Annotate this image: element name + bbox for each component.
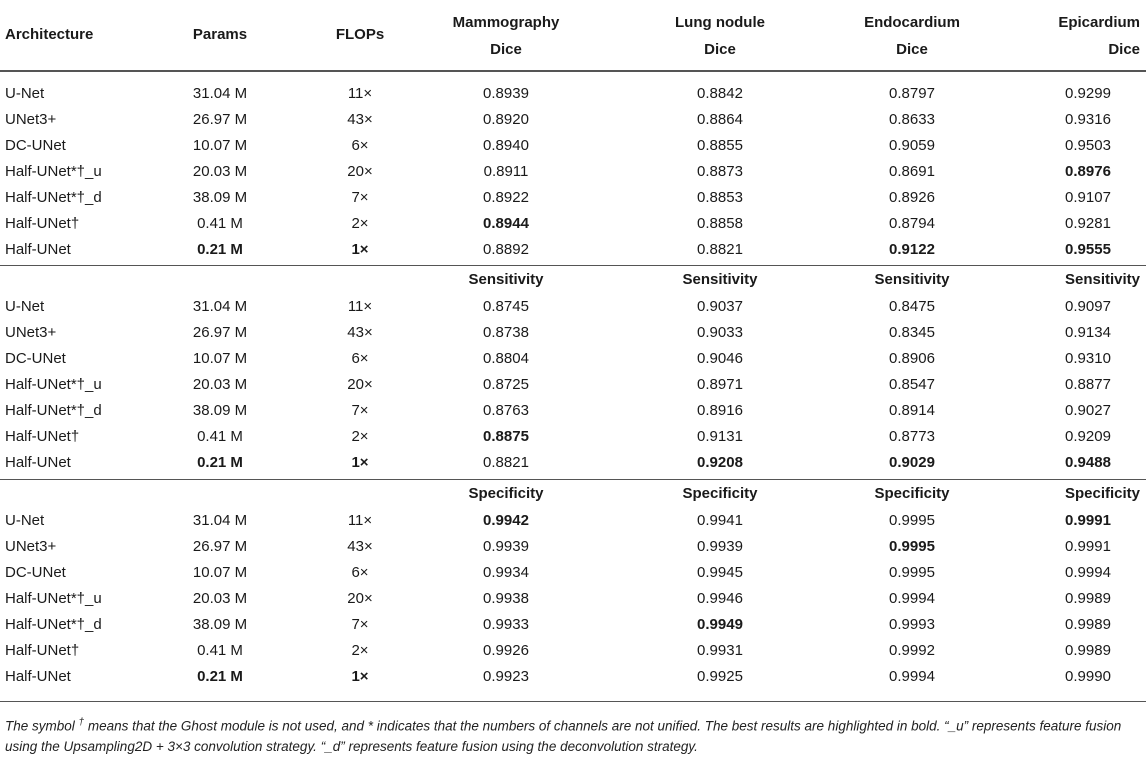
cell-value-epicardium: 0.9299 [1065,85,1111,102]
cell-params: 31.04 M [192,298,248,315]
header-rule [0,70,1146,72]
cell-value-mammography: 0.8939 [483,85,529,102]
cell-value-epicardium: 0.9555 [1065,241,1111,258]
table-row [0,424,1146,450]
cell-architecture: Half-UNet [5,454,71,471]
cell-value-lung-nodule: 0.8873 [697,163,743,180]
cell-value-lung-nodule: 0.8971 [697,376,743,393]
cell-value-lung-nodule: 0.8821 [697,241,743,258]
cell-value-lung-nodule: 0.9945 [697,564,743,581]
cell-architecture: Half-UNet† [5,642,80,659]
cell-value-lung-nodule: 0.9925 [697,668,743,685]
cell-value-mammography: 0.9939 [483,538,529,555]
table-bottom-rule [0,701,1146,702]
cell-value-mammography: 0.8944 [483,215,529,232]
cell-flops: 7× [351,402,369,419]
cell-value-endocardium: 0.8773 [889,428,935,445]
table-row [0,450,1146,476]
cell-value-mammography: 0.8920 [483,111,529,128]
cell-params: 0.21 M [197,668,243,685]
cell-value-lung-nodule: 0.9941 [697,512,743,529]
metric-header-sensitivity: Sensitivity [874,271,950,288]
cell-architecture: Half-UNet† [5,215,80,232]
table-row [0,560,1146,586]
cell-value-mammography: 0.8940 [483,137,529,154]
header-dataset-lung-nodule: Lung nodule [675,14,765,31]
metric-header-sensitivity: Sensitivity [468,271,544,288]
cell-value-lung-nodule: 0.8853 [697,189,743,206]
cell-value-endocardium: 0.8914 [889,402,935,419]
cell-params: 31.04 M [192,85,248,102]
cell-architecture: Half-UNet*†_u [5,376,102,393]
table-row [0,237,1146,263]
footnote-text-b: means that the Ghost module is not used, and * indicates that the numbers of channels are not unified. The best results are highlighted in bold. “_u” represents feature fusion using the Upsampling2D + 3×3 convolution strategy. “_d” represents feature fusion using the deconvolution strategy. [5,718,1122,754]
header-dataset-epicardium: Epicardium [1058,14,1140,31]
cell-value-mammography: 0.8725 [483,376,529,393]
cell-value-endocardium: 0.9994 [889,668,935,685]
cell-value-epicardium: 0.9989 [1065,590,1111,607]
table-row [0,372,1146,398]
header-dataset-endocardium: Endocardium [864,14,960,31]
cell-value-endocardium: 0.8794 [889,215,935,232]
cell-flops: 11× [347,512,373,529]
table-row [0,107,1146,133]
header-flops: FLOPs [335,26,385,43]
cell-value-endocardium: 0.9029 [889,454,935,471]
cell-value-mammography: 0.8804 [483,350,529,367]
cell-value-endocardium: 0.9059 [889,137,935,154]
cell-params: 38.09 M [192,402,248,419]
cell-value-endocardium: 0.9993 [889,616,935,633]
cell-params: 26.97 M [192,538,248,555]
cell-value-lung-nodule: 0.8916 [697,402,743,419]
cell-flops: 43× [347,324,373,341]
cell-params: 10.07 M [192,350,248,367]
cell-params: 20.03 M [192,376,248,393]
cell-value-endocardium: 0.8475 [889,298,935,315]
header-metric-dice: Dice [704,41,736,58]
cell-architecture: DC-UNet [5,564,66,581]
table-row [0,508,1146,534]
cell-architecture: Half-UNet*†_d [5,189,102,206]
cell-value-mammography: 0.8875 [483,428,529,445]
cell-flops: 11× [347,298,373,315]
footnote-dagger-symbol: † [78,717,85,728]
cell-value-epicardium: 0.9310 [1065,350,1111,367]
cell-value-mammography: 0.8745 [483,298,529,315]
cell-flops: 11× [347,85,373,102]
cell-value-epicardium: 0.9027 [1065,402,1111,419]
table-row [0,133,1146,159]
cell-architecture: U-Net [5,298,45,315]
cell-value-mammography: 0.9942 [483,512,529,529]
cell-value-lung-nodule: 0.9949 [697,616,743,633]
cell-value-mammography: 0.9933 [483,616,529,633]
cell-flops: 7× [351,189,369,206]
metric-header-specificity: Specificity [682,485,758,502]
section-rule [0,479,1146,480]
cell-architecture: Half-UNet† [5,428,80,445]
cell-value-epicardium: 0.9107 [1065,189,1111,206]
cell-value-epicardium: 0.9316 [1065,111,1111,128]
cell-flops: 6× [351,564,369,581]
cell-params: 0.21 M [197,241,243,258]
cell-architecture: U-Net [5,85,45,102]
cell-value-endocardium: 0.9992 [889,642,935,659]
cell-flops: 1× [351,454,369,471]
cell-params: 20.03 M [192,163,248,180]
cell-params: 10.07 M [192,137,248,154]
metric-header-specificity: Specificity [468,485,544,502]
cell-value-mammography: 0.8763 [483,402,529,419]
cell-value-mammography: 0.9934 [483,564,529,581]
cell-value-epicardium: 0.9989 [1065,616,1111,633]
cell-architecture: UNet3+ [5,324,57,341]
cell-value-endocardium: 0.9995 [889,564,935,581]
metric-header-sensitivity: Sensitivity [1064,271,1140,288]
cell-value-lung-nodule: 0.8864 [697,111,743,128]
cell-value-endocardium: 0.9994 [889,590,935,607]
header-metric-dice: Dice [490,41,522,58]
cell-value-lung-nodule: 0.9046 [697,350,743,367]
table-row [0,81,1146,107]
metric-header-specificity: Specificity [1064,485,1140,502]
cell-value-mammography: 0.9926 [483,642,529,659]
cell-value-endocardium: 0.8345 [889,324,935,341]
cell-params: 10.07 M [192,564,248,581]
cell-architecture: Half-UNet [5,668,71,685]
cell-value-epicardium: 0.9488 [1065,454,1111,471]
cell-flops: 6× [351,350,369,367]
table-footnote [5,713,1141,757]
cell-flops: 43× [347,111,373,128]
cell-params: 0.21 M [197,454,243,471]
table-row [0,159,1146,185]
cell-value-endocardium: 0.8547 [889,376,935,393]
cell-flops: 2× [351,642,369,659]
cell-flops: 43× [347,538,373,555]
cell-value-endocardium: 0.9122 [889,241,935,258]
cell-value-endocardium: 0.8906 [889,350,935,367]
cell-architecture: DC-UNet [5,350,66,367]
header-dataset-mammography: Mammography [452,14,560,31]
header-metric-dice: Dice [896,41,928,58]
metric-header-row [0,481,1146,507]
table-row [0,638,1146,664]
cell-value-lung-nodule: 0.8842 [697,85,743,102]
table-row [0,664,1146,690]
cell-flops: 20× [347,590,373,607]
cell-flops: 2× [351,428,369,445]
cell-flops: 6× [351,137,369,154]
metric-header-sensitivity: Sensitivity [682,271,758,288]
cell-flops: 7× [351,616,369,633]
cell-params: 0.41 M [197,428,243,445]
cell-value-lung-nodule: 0.9131 [697,428,743,445]
cell-value-mammography: 0.8911 [483,163,529,180]
cell-value-lung-nodule: 0.9037 [697,298,743,315]
cell-params: 0.41 M [197,642,243,659]
cell-value-epicardium: 0.8877 [1065,376,1111,393]
cell-value-mammography: 0.9938 [483,590,529,607]
cell-value-lung-nodule: 0.9946 [697,590,743,607]
cell-architecture: Half-UNet*†_d [5,402,102,419]
cell-value-endocardium: 0.9995 [889,538,935,555]
cell-architecture: Half-UNet*†_u [5,590,102,607]
cell-value-mammography: 0.8922 [483,189,529,206]
cell-value-mammography: 0.8892 [483,241,529,258]
cell-value-epicardium: 0.9991 [1065,512,1111,529]
section-rule [0,265,1146,266]
cell-value-endocardium: 0.8926 [889,189,935,206]
cell-value-epicardium: 0.9994 [1065,564,1111,581]
cell-flops: 20× [347,376,373,393]
cell-params: 38.09 M [192,189,248,206]
cell-flops: 20× [347,163,373,180]
cell-value-epicardium: 0.9990 [1065,668,1111,685]
cell-params: 26.97 M [192,324,248,341]
cell-value-epicardium: 0.9503 [1065,137,1111,154]
cell-value-lung-nodule: 0.8858 [697,215,743,232]
cell-params: 0.41 M [197,215,243,232]
cell-value-endocardium: 0.8797 [889,85,935,102]
cell-value-epicardium: 0.9991 [1065,538,1111,555]
table-row [0,398,1146,424]
cell-params: 31.04 M [192,512,248,529]
cell-value-lung-nodule: 0.8855 [697,137,743,154]
cell-value-epicardium: 0.9097 [1065,298,1111,315]
cell-flops: 1× [351,241,369,258]
table-row [0,586,1146,612]
cell-value-lung-nodule: 0.9208 [697,454,743,471]
table-row [0,294,1146,320]
table-row [0,346,1146,372]
cell-flops: 1× [351,668,369,685]
cell-value-mammography: 0.9923 [483,668,529,685]
table-row [0,185,1146,211]
cell-architecture: Half-UNet*†_u [5,163,102,180]
table-row [0,320,1146,346]
cell-value-epicardium: 0.9281 [1065,215,1111,232]
table-row [0,211,1146,237]
cell-value-endocardium: 0.8633 [889,111,935,128]
cell-architecture: Half-UNet [5,241,71,258]
header-architecture: Architecture [5,26,94,43]
cell-architecture: Half-UNet*†_d [5,616,102,633]
metric-header-row [0,267,1146,293]
cell-value-epicardium: 0.9209 [1065,428,1111,445]
cell-architecture: UNet3+ [5,538,57,555]
cell-value-lung-nodule: 0.9931 [697,642,743,659]
cell-value-endocardium: 0.9995 [889,512,935,529]
cell-value-epicardium: 0.9989 [1065,642,1111,659]
cell-flops: 2× [351,215,369,232]
cell-value-epicardium: 0.9134 [1065,324,1111,341]
cell-value-mammography: 0.8738 [483,324,529,341]
footnote-text-a: The symbol [5,718,75,734]
cell-value-lung-nodule: 0.9033 [697,324,743,341]
table-row [0,612,1146,638]
cell-architecture: UNet3+ [5,111,57,128]
metric-header-specificity: Specificity [874,485,950,502]
cell-value-endocardium: 0.8691 [889,163,935,180]
header-metric-dice: Dice [1108,41,1140,58]
cell-value-mammography: 0.8821 [483,454,529,471]
header-params: Params [192,26,248,43]
table-header [0,0,1146,72]
cell-params: 26.97 M [192,111,248,128]
cell-params: 20.03 M [192,590,248,607]
cell-value-lung-nodule: 0.9939 [697,538,743,555]
cell-value-epicardium: 0.8976 [1065,163,1111,180]
cell-architecture: DC-UNet [5,137,66,154]
cell-params: 38.09 M [192,616,248,633]
cell-architecture: U-Net [5,512,45,529]
table-row [0,534,1146,560]
